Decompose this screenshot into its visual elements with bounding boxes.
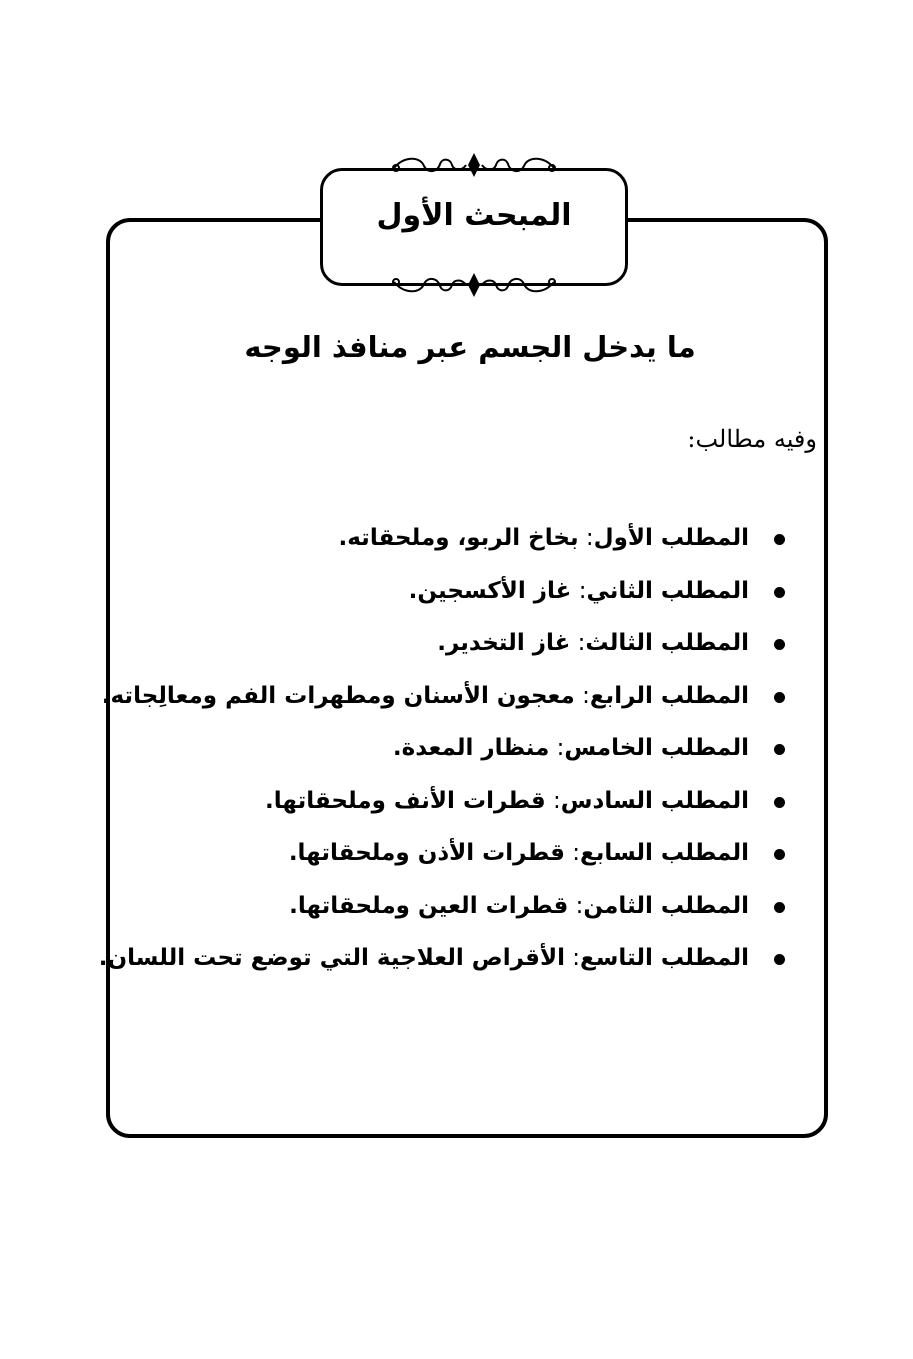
ornament-top-icon	[384, 152, 564, 178]
bullet-icon	[774, 954, 785, 965]
bullet-icon	[774, 744, 785, 755]
item-label: المطلب السادس	[560, 787, 749, 814]
item-text: قطرات الأنف وملحقاتها.	[265, 787, 546, 814]
item-label: المطلب السابع	[580, 840, 749, 866]
bullet-icon	[774, 639, 785, 650]
item-label: المطلب الثالث	[585, 630, 749, 656]
list-item: المطلب الخامس: منظار المعدة.	[125, 722, 785, 775]
ornament-bottom-icon	[384, 272, 564, 298]
item-label: المطلب الأول	[593, 525, 749, 551]
item-text: منظار المعدة.	[392, 735, 550, 761]
item-text: غاز التخدير.	[437, 630, 571, 656]
bullet-icon	[774, 534, 785, 545]
bullet-icon	[774, 902, 785, 913]
item-text: بخاخ الربو، وملحقاته.	[338, 525, 579, 551]
bullet-icon	[774, 692, 785, 703]
item-text: معجون الأسنان ومطهرات الفم ومعالِجاته.	[101, 682, 575, 709]
list-item: المطلب الثاني: غاز الأكسجين.	[125, 565, 785, 618]
item-text: الأقراص العلاجية التي توضع تحت اللسان.	[98, 945, 565, 971]
intro-text: وفيه مطالب:	[687, 425, 817, 453]
list-item: المطلب التاسع: الأقراص العلاجية التي توضع تحت اللسان.	[125, 932, 785, 985]
item-text: غاز الأكسجين.	[408, 577, 572, 604]
bullet-icon	[774, 797, 785, 808]
item-text: قطرات العين وملحقاتها.	[289, 892, 569, 919]
sections-list	[98, 512, 785, 985]
item-label: المطلب الثاني	[586, 577, 749, 604]
list-item: المطلب السادس: قطرات الأنف وملحقاتها.	[125, 775, 785, 828]
bullet-icon	[774, 587, 785, 598]
list-item: المطلب الأول: بخاخ الربو، وملحقاته.	[125, 512, 785, 565]
list-item: المطلب الرابع: معجون الأسنان ومطهرات الفم ومعالِجاته.	[125, 670, 785, 723]
list-item: المطلب السابع: قطرات الأذن وملحقاتها.	[125, 827, 785, 880]
item-label: المطلب الثامن	[583, 892, 749, 919]
chapter-title: المبحث الأول	[376, 198, 572, 233]
chapter-subtitle: ما يدخل الجسم عبر منافذ الوجه	[244, 330, 696, 364]
item-label: المطلب التاسع	[580, 945, 749, 971]
item-label: المطلب الخامس	[564, 735, 749, 761]
item-label: المطلب الرابع	[589, 682, 749, 709]
list-item: المطلب الثالث: غاز التخدير.	[125, 617, 785, 670]
item-text: قطرات الأذن وملحقاتها.	[288, 840, 565, 866]
list-item: المطلب الثامن: قطرات العين وملحقاتها.	[125, 880, 785, 933]
bullet-icon	[774, 849, 785, 860]
